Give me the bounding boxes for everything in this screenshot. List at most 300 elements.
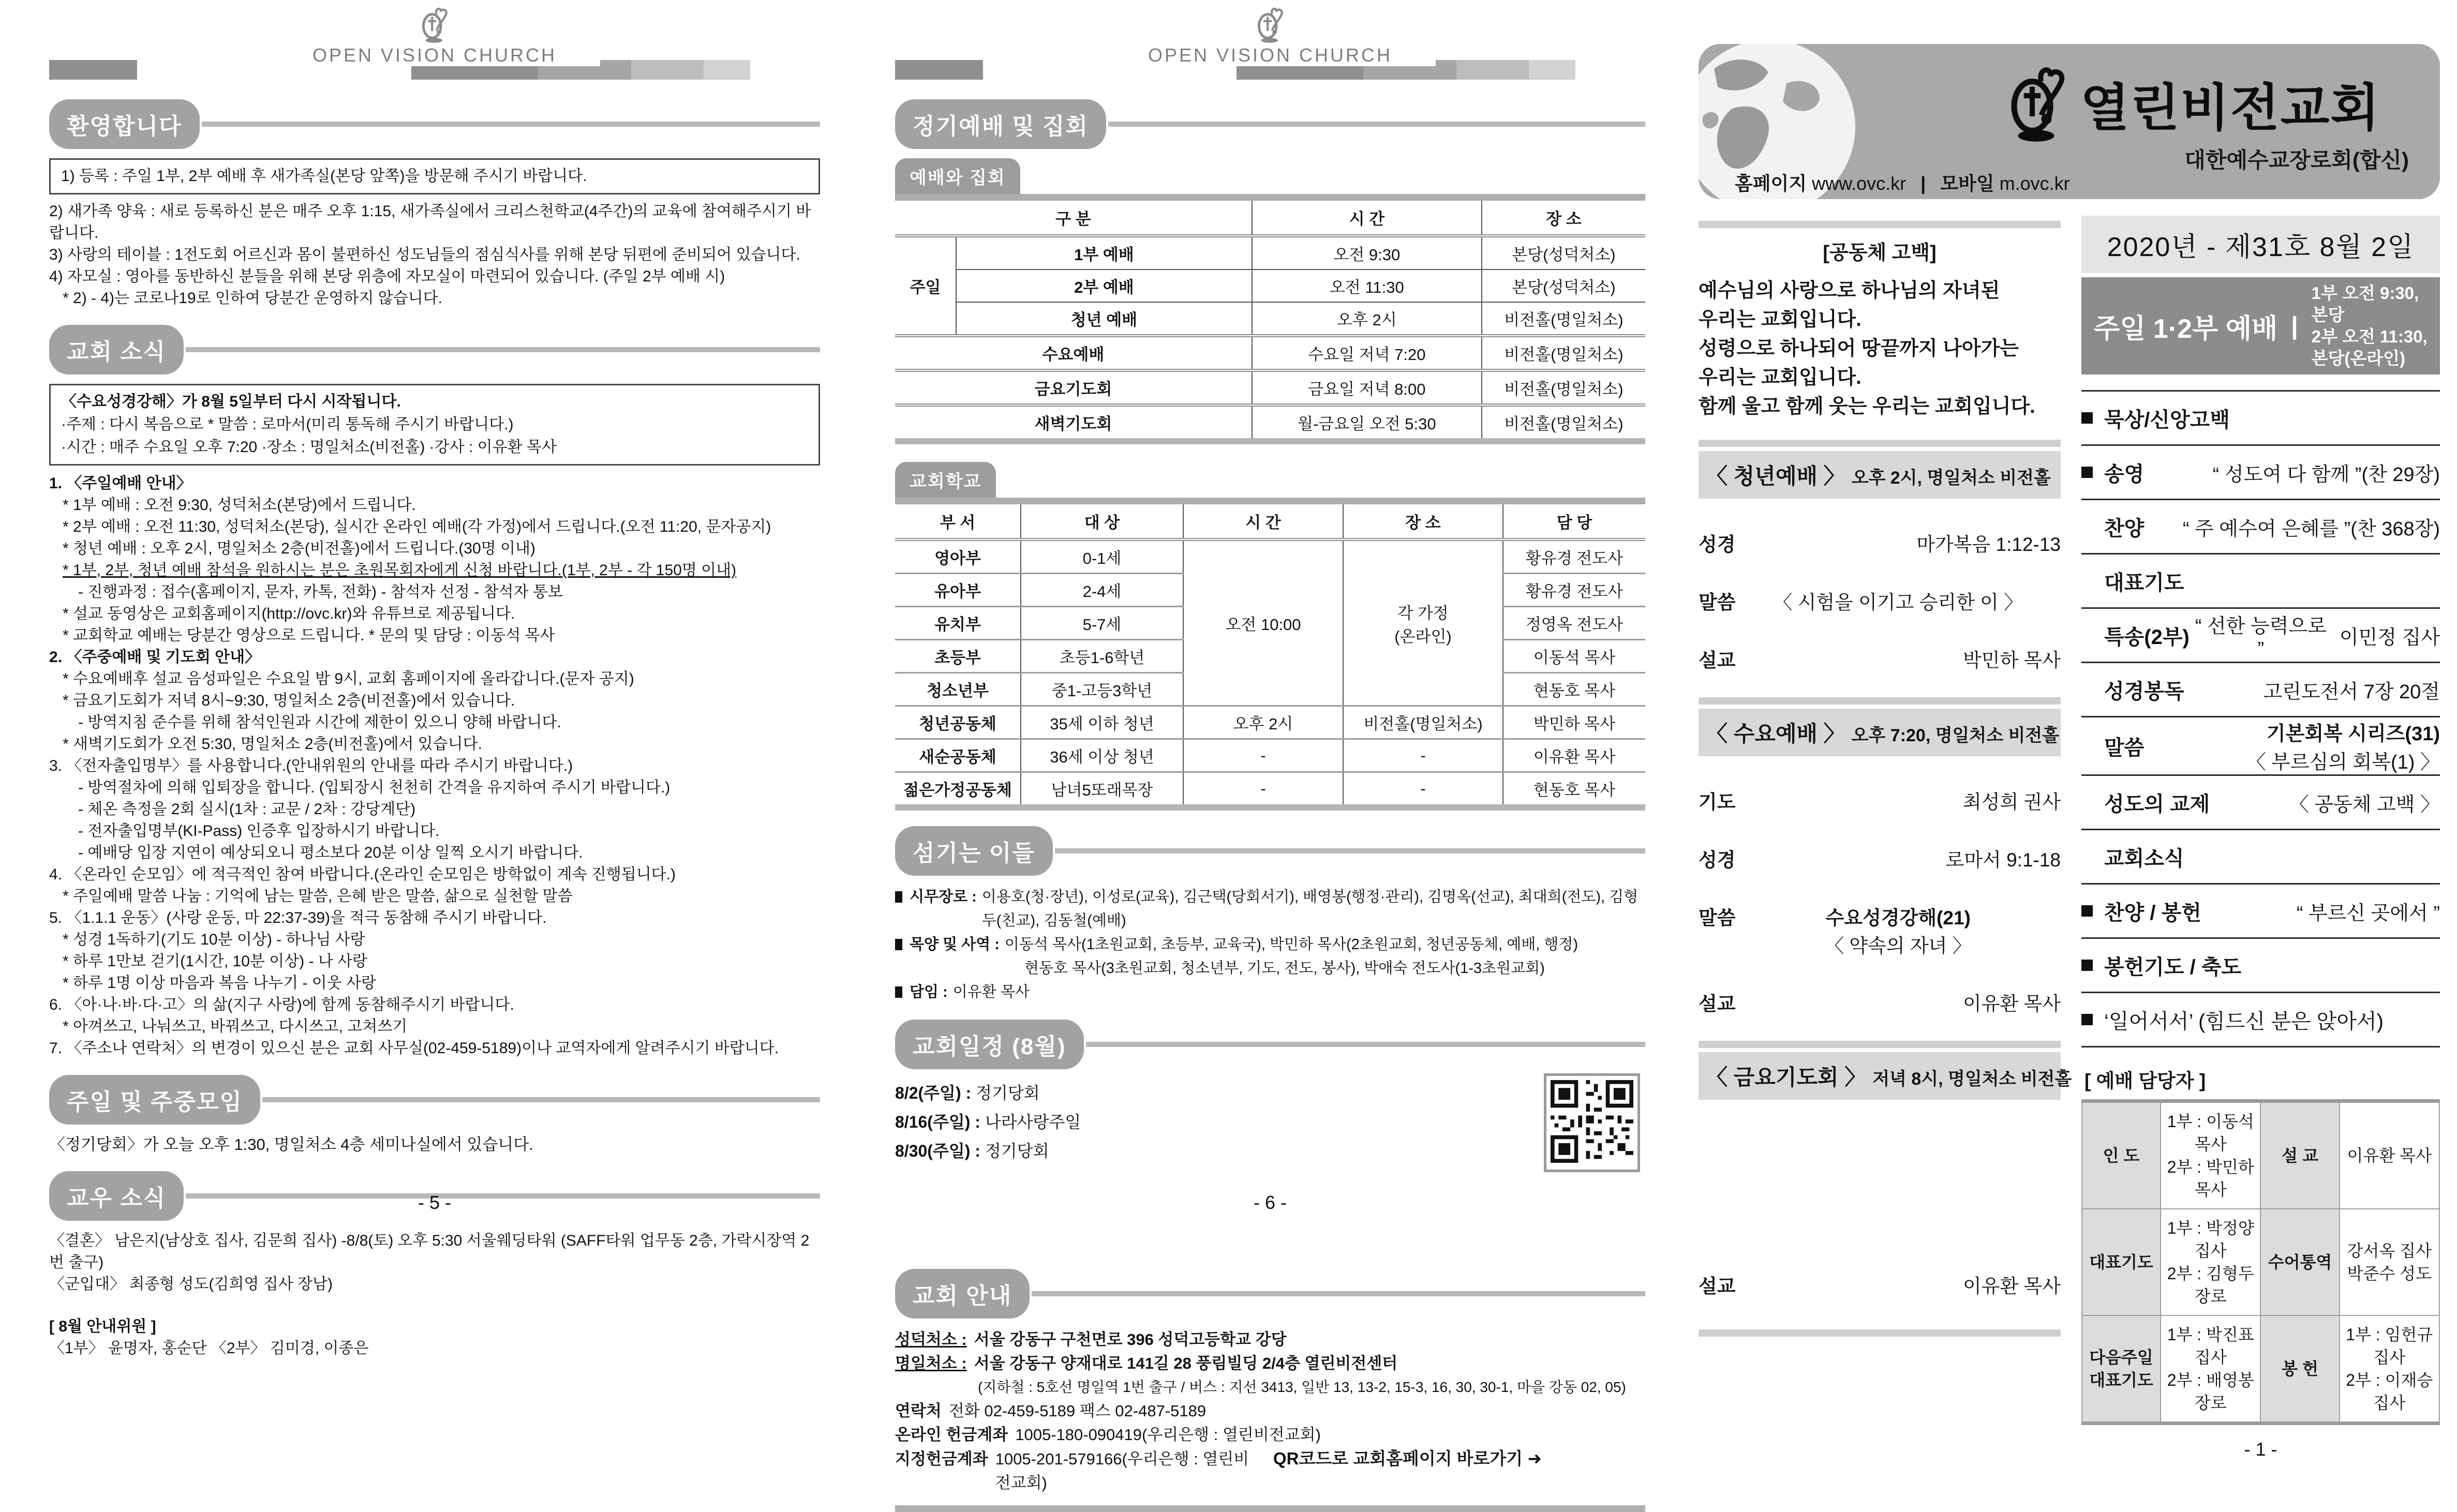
serving-row [1024, 956, 1645, 980]
church-school-table [895, 504, 1645, 804]
info-row [895, 1352, 1645, 1375]
worship-order-row [2081, 500, 2440, 555]
info-label: 지정헌금계좌 [895, 1450, 988, 1468]
service-cell: 청년 예배 [956, 302, 1252, 336]
issue-date-bar: 2020년 - 제31호 8월 2일 [2081, 216, 2440, 273]
time-cell: - [1183, 772, 1343, 805]
divider-bar [1699, 440, 2061, 447]
news-line: 4. 〈온라인 순모임〉에 적극적인 참여 바랍니다.(온라인 순모임은 방학없이 계속 진행됩니다.) [49, 866, 676, 883]
place-cell: 비전홀(명일처소) [1343, 706, 1503, 739]
staff-name-2: 2부 : 배영봉 장로 [2167, 1371, 2254, 1412]
welcome-item: 4) 자모실 : 영아를 동반하신 분들을 위해 본당 위층에 자모실이 마련되어 있습니다. (주일 2부 예배 시) [49, 268, 725, 285]
church-name-kr: 열린비전교회 [2080, 79, 2381, 136]
news-line: * 새벽기도회가 오전 5:30, 명일처소 2층(비전홀)에서 있습니다. [63, 736, 482, 753]
service-name: 〈 금요기도회 〉 [1706, 1065, 1867, 1089]
row-value: 〈 시험을 이기고 승리한 이 〉 [1773, 592, 2023, 613]
dept-cell: 유치부 [895, 607, 1021, 640]
serving-role: 시무장로 : [910, 889, 977, 905]
news-line: * 2부 예배 : 오전 11:30, 성덕처소(본당), 실시간 온라인 예배(각 가정)에서 드립니다.(오전 11:20, 문자공지) [63, 518, 771, 535]
order-label: 특송(2부) [2104, 625, 2190, 649]
section-rule [1055, 848, 1645, 854]
church-name-en: OPEN VISION CHURCH [312, 44, 557, 66]
order-label: 성경봉독 [2104, 680, 2184, 703]
bar-segment [631, 60, 704, 80]
bar-gap [1575, 60, 1645, 80]
order-label: 찬양 / 봉헌 [2104, 901, 2201, 924]
table-row [895, 739, 1645, 772]
info-transit-note: (지하철 : 5호선 명일역 1번 출구 / 버스 : 지선 3413, 일반 13, 13-2, 15-3, 16, 30, 30-1, 마을 강동 02, 05) [978, 1379, 1626, 1395]
row-label: 기도 [1699, 791, 1736, 813]
news-line: - 체온 측정을 2회 실시(1차 : 교문 / 2차 : 강당계단) [78, 801, 416, 818]
table-top-bar [895, 194, 1645, 201]
bullet-spacer [2081, 521, 2093, 532]
square-bullet-icon [895, 891, 902, 903]
news-line: * 수요예배후 설교 음성파일은 수요일 밤 9시, 교회 홈페이지에 올라갑니다.(문자 공지) [63, 670, 634, 687]
service-name: 〈 청년예배 〉 [1706, 464, 1845, 488]
time-cell: 오전 11:30 [1252, 270, 1482, 302]
worship-staff-table [2081, 1099, 2440, 1425]
schedule-date: 8/16(주일) : [895, 1113, 980, 1131]
staff-name-1: 1부 : 박진표 집사 [2167, 1325, 2254, 1367]
section-rule [186, 347, 820, 352]
row-label: 성경 [1699, 534, 1736, 555]
service-cell: 1부 예배 [956, 236, 1252, 270]
target-cell: 0-1세 [1021, 540, 1183, 574]
news-line: * 교회학교 예배는 당분간 영상으로 드립니다. * 문의 및 담당 : 이동석 목사 [63, 627, 555, 644]
news-line: 2. 〈주중예배 및 기도회 안내〉 [49, 649, 261, 666]
info-label: 온라인 헌금계좌 [895, 1426, 1008, 1444]
schedule-event: 나라사랑주일 [985, 1113, 1081, 1131]
welcome-section-title: 환영합니다 [49, 99, 200, 149]
bullet-spacer [2081, 797, 2093, 808]
worship-table-label: 예배와 집회 [895, 158, 1020, 194]
welcome-item: 2) 새가족 양육 : 새로 등록하신 분은 매주 오후 1:15, 새가족실에서 크리스천학교(4주간)의 교육에 참여해주시기 바랍니다. [49, 203, 811, 242]
sunday-service-bar [2081, 277, 2440, 375]
shared-time-cell: 오전 10:00 [1183, 540, 1343, 706]
table-row [895, 540, 1645, 574]
order-value: “ 선한 능력으로 ” [2195, 616, 2327, 660]
school-table-label: 교회학교 [895, 462, 996, 498]
info-section-title: 교회 안내 [895, 1269, 1030, 1319]
col-header: 대 상 [1021, 504, 1183, 540]
place-cell: - [1343, 772, 1503, 805]
bullet-spacer [2081, 684, 2093, 695]
link-divider: | [1920, 173, 1926, 194]
worship-schedule-table [895, 201, 1645, 438]
service-row [1699, 988, 2061, 1016]
fellowship-line: 〈결혼〉 남은지(남상호 집사, 김문희 집사) -8/8(토) 오후 5:30 서울웨딩타워 (SAFF타워 업무동 2층, 가락시장역 2번 출구) [49, 1232, 810, 1271]
serving-role: 목양 및 사역 : [910, 936, 1000, 953]
worship-order-row [2081, 776, 2440, 830]
section-rule [262, 1097, 820, 1102]
staff-names [2161, 1209, 2260, 1315]
staff-role: 수어통역 [2260, 1209, 2339, 1315]
worship-order-row [2081, 717, 2440, 776]
order-label: 묵상/신앙고백 [2104, 408, 2230, 431]
wednesday-service-band [1699, 709, 2061, 756]
serving-row [895, 885, 1645, 933]
table-top-bar [895, 498, 1645, 504]
staff-name-1: 강서옥 집사 [2347, 1241, 2432, 1260]
news-line: - 전자출입명부(KI-Pass) 인증후 입장하시기 바랍니다. [78, 822, 440, 840]
worship-order-row [2081, 390, 2440, 446]
target-cell: 중1-고등3학년 [1021, 673, 1183, 706]
row-value [1735, 902, 2061, 958]
service-detail: 저녁 8시, 명일처소 비전홀 [1872, 1069, 2072, 1089]
staff-name-2: 박준수 성도 [2347, 1264, 2432, 1283]
committee-members: 〈1부〉 윤명자, 홍순단 〈2부〉 김미경, 이종은 [49, 1340, 369, 1357]
order-person: 이민정 집사 [2339, 626, 2440, 649]
info-value: 서울 강동구 구천면로 396 성덕고등학교 강당 [974, 1330, 1287, 1349]
page-number: - 6 - [1253, 1192, 1287, 1213]
fellowship-line: 〈군입대〉 최종형 성도(김희영 집사 장남) [49, 1276, 333, 1293]
welcome-item: 3) 사랑의 테이블 : 1전도회 어르신과 몸이 불편하신 성도님들의 점심식사를 위해 본당 뒤편에 준비되어 있습니다. [49, 246, 800, 263]
mobile-url: m.ovc.kr [1999, 173, 2070, 194]
staff-names [2340, 1101, 2439, 1209]
news-highlight-box [49, 384, 820, 466]
time-cell: 오후 2시 [1183, 706, 1343, 739]
schedule-item [895, 1079, 1645, 1107]
row-value: 마가복음 1:12-13 [1916, 534, 2061, 555]
info-value: 1005-201-579166(우리은행 : 열린비전교회) [995, 1450, 1249, 1492]
staff-cell: 박민하 목사 [1503, 706, 1645, 739]
table-row [895, 302, 1645, 336]
worship-order-row [2081, 446, 2440, 500]
info-row [895, 1328, 1645, 1352]
staff-name-1: 1부 : 박정양 집사 [2167, 1219, 2254, 1260]
welcome-boxed-item: 1) 등록 : 주일 1부, 2부 예배 후 새가족실(본당 앞쪽)을 방문해 주시기 바랍니다. [49, 158, 820, 194]
church-logo [1105, 6, 1436, 66]
heart-cross-icon [1252, 6, 1289, 43]
info-value: 전화 02-459-5189 팩스 02-487-5189 [948, 1402, 1207, 1420]
order-value: 〈 공동체 고백 〉 [2289, 794, 2440, 816]
place-cell: - [1343, 739, 1503, 772]
dept-cell: 유아부 [895, 574, 1021, 607]
row-value: 이유환 목사 [1963, 993, 2061, 1014]
committee-title: [ 8월 안내위원 ] [49, 1318, 156, 1335]
news-line: 5. 〈1.1.1 운동〉(사랑 운동, 마 22:37-39)을 적극 동참해 주시기 바랍니다. [49, 909, 547, 926]
group-label-cell: 주일 [910, 278, 941, 296]
news-line: * 주일예배 말씀 나눔 : 기억에 남는 말씀, 은혜 받은 말씀, 삶으로 실천할 말씀 [63, 888, 573, 905]
news-box-line: ·주제 : 다시 복음으로 * 말씀 : 로마서(미리 통독해 주시기 바랍니다.) [61, 416, 514, 433]
confession-line: 함께 울고 함께 웃는 우리는 교회입니다. [1699, 396, 2035, 417]
qr-code [1544, 1073, 1640, 1172]
serving-row [895, 933, 1645, 956]
order-label: 말씀 [2104, 736, 2145, 759]
schedule-section-head [895, 1020, 1645, 1069]
page-number: - 5 - [418, 1192, 451, 1213]
homepage-url: www.ovc.kr [1812, 173, 1907, 194]
serving-names: 이유환 목사 [952, 984, 1030, 1000]
info-section-head [895, 1269, 1645, 1319]
section-rule [1032, 1291, 1645, 1296]
bar-segment [704, 60, 750, 80]
square-bullet-icon [2081, 905, 2093, 917]
worship-order-list [2081, 390, 2440, 1047]
news-line: 7. 〈주소나 연락처〉의 변경이 있으신 분은 교회 사무실(02-459-5189)이나 교역자에게 알려주시기 바랍니다. [49, 1040, 779, 1057]
service-detail: 오후 7:20, 명일처소 비전홀 [1851, 726, 2060, 745]
table-row [895, 336, 1645, 370]
table-row [895, 405, 1645, 438]
serving-names: 현동호 목사(3초원교회, 청소년부, 기도, 전도, 봉사), 박애숙 전도사(1-3초원교회) [1024, 960, 1545, 977]
heart-cross-icon [416, 6, 453, 43]
square-bullet-icon [2081, 960, 2093, 971]
staff-name-2: 2부 : 이재승 집사 [2346, 1371, 2433, 1412]
table-row [895, 370, 1645, 405]
denomination: 대한예수교장로회(합신) [2184, 148, 2409, 172]
order-label: 대표기도 [2104, 571, 2184, 594]
worship-order-row [2081, 939, 2440, 993]
page-number: - 1 - [2244, 1439, 2277, 1460]
news-line: - 방역절차에 의해 입퇴장을 합니다. (입퇴장시 천천히 간격을 유지하여 주시기 바랍니다.) [78, 779, 671, 796]
church-name-en: OPEN VISION CHURCH [1148, 44, 1393, 66]
service-name: 〈 수요예배 〉 [1706, 722, 1845, 746]
service-row [1699, 1270, 2061, 1298]
bar-segment [895, 60, 983, 80]
info-value: 1005-180-090419(우리은행 : 열린비전교회) [1015, 1426, 1321, 1444]
bullet-spacer [2081, 740, 2093, 752]
staff-names [2340, 1209, 2439, 1315]
order-label: 성도의 교제 [2104, 792, 2210, 816]
col-header: 장 소 [1482, 201, 1645, 236]
info-label: 성덕처소 : [895, 1330, 967, 1349]
news-line: 3. 〈전자출입명부〉를 사용합니다.(안내위원의 안내를 따라 주시기 바랍니다.) [49, 757, 573, 774]
youth-service-band [1699, 451, 2061, 499]
row-value: 박민하 목사 [1963, 650, 2061, 671]
row-label: 설교 [1699, 1276, 1736, 1297]
dept-cell: 영아부 [934, 549, 981, 567]
row-label: 말씀 [1699, 592, 1736, 613]
table-bottom-bar [895, 438, 1645, 444]
masthead-card [1699, 44, 2440, 199]
time-cell: 수요일 저녁 7:20 [1252, 336, 1482, 370]
staff-name-1: 이유환 목사 [2347, 1146, 2432, 1165]
page5-church-logo-header [49, 6, 820, 84]
schedule-date: 8/30(주일) : [895, 1142, 980, 1160]
staff-cell: 황유경 전도사 [1503, 574, 1645, 607]
row-value: 로마서 9:1-18 [1945, 849, 2061, 871]
service-row [1699, 902, 2061, 958]
schedule-section-title: 교회일정 (8월) [895, 1020, 1084, 1069]
staff-table-title: [ 예배 담당자 ] [2084, 1070, 2206, 1091]
news-line: * 설교 동영상은 교회홈페이지(http://ovc.kr)와 유튜브로 제공됩니다. [63, 605, 515, 622]
worship-order-row [2081, 885, 2440, 939]
bullet-spacer [2081, 851, 2093, 862]
confession-header: [공동체 고백] [1823, 242, 1937, 264]
service-detail: 오후 2시, 명일처소 비전홀 [1851, 468, 2051, 488]
service-row [1699, 529, 2061, 557]
place-cell: 본당(성덕처소) [1482, 236, 1645, 270]
staff-cell: 현동호 목사 [1503, 673, 1645, 706]
news-line: 1. 〈주일예배 안내〉 [49, 475, 192, 492]
time-cell: - [1183, 739, 1343, 772]
staff-name-1: 1부 : 임헌규 집사 [2346, 1325, 2433, 1367]
news-line: * 1부 예배 : 오전 9:30, 성덕처소(본당)에서 드립니다. [63, 497, 416, 514]
divider-bar [1699, 1329, 2061, 1337]
bulletin-page-5 [49, 0, 820, 1357]
schedule-date: 8/2(주일) : [895, 1084, 972, 1102]
staff-names [2340, 1315, 2439, 1424]
news-line: - 진행과정 : 접수(홈페이지, 문자, 카톡, 전화) - 참석자 선정 - 참석자 통보 [78, 583, 563, 601]
square-bullet-icon [895, 986, 902, 998]
schedule-event: 정기당회 [976, 1084, 1040, 1102]
section-rule [1086, 1042, 1645, 1047]
serving-row [895, 980, 1645, 1004]
divider-bar [1699, 697, 2061, 705]
page6-church-logo-header [895, 6, 1645, 84]
shared-place-line2: (온라인) [1394, 627, 1452, 646]
row-value: 최성희 권사 [1963, 791, 2061, 813]
target-cell: 2-4세 [1021, 574, 1183, 607]
table-header-row [895, 504, 1645, 540]
col-header: 부 서 [895, 504, 1021, 540]
target-cell: 초등1-6학년 [1021, 640, 1183, 673]
square-bullet-icon [895, 939, 902, 950]
dept-cell: 젊은가정공동체 [895, 772, 1021, 805]
target-cell: 5-7세 [1021, 607, 1183, 640]
news-line: - 예배당 입장 지연이 예상되오니 평소보다 20분 이상 일찍 오시기 바랍니다. [78, 844, 583, 861]
news-line: 6. 〈아·나·바·다·고〉의 삶(지구 사랑)에 함께 동참해주시기 바랍니다. [49, 996, 514, 1013]
dept-cell: 청소년부 [895, 673, 1021, 706]
target-cell: 36세 이상 청년 [1021, 739, 1183, 772]
order-label: ‘일어서서’ (힘드신 분은 앉아서) [2104, 1010, 2384, 1033]
table-bottom-bar [895, 804, 1645, 811]
info-row [895, 1447, 1542, 1495]
time-cell: 월-금요일 오전 5:30 [1252, 405, 1482, 438]
serving-role: 담임 : [910, 984, 948, 1000]
news-section-title: 교회 소식 [49, 325, 184, 375]
confession-line: 성령으로 하나되어 땅끝까지 나아가는 [1699, 338, 2019, 360]
staff-cell: 현동호 목사 [1503, 772, 1645, 805]
meetings-line: 〈정기당회〉가 오늘 오후 1:30, 명일처소 4층 세미나실에서 있습니다. [49, 1135, 533, 1154]
staff-row [2082, 1315, 2439, 1424]
church-logo [269, 6, 600, 66]
worship-order-row [2081, 993, 2440, 1047]
regular-worship-title: 정기예배 및 집회 [895, 99, 1106, 149]
service-cell: 새벽기도회 [895, 405, 1252, 438]
square-bullet-icon [2081, 412, 2093, 424]
news-line: - 방역지침 준수를 위해 참석인원과 시간에 제한이 있으니 양해 바랍니다. [78, 714, 561, 731]
page-bottom-bar [895, 1505, 1645, 1512]
row-label: 설교 [1699, 650, 1736, 671]
worship-order-row [2081, 555, 2440, 609]
worship-order-row [2081, 663, 2440, 717]
staff-role: 인 도 [2082, 1101, 2161, 1209]
info-value: 서울 강동구 양재대로 141길 28 풍림빌딩 2/4층 열린비전센터 [974, 1354, 1398, 1372]
service-bar-divider: | [2291, 312, 2298, 340]
place-cell: 비전홀(명일처소) [1482, 302, 1645, 336]
schedule-item [895, 1136, 1645, 1165]
row-label: 설교 [1699, 993, 1736, 1014]
regular-worship-section-head [895, 99, 1645, 149]
homepage-label: 홈페이지 [1735, 173, 1807, 194]
staff-role: 다음주일 대표기도 [2082, 1315, 2161, 1424]
sermon-title: 〈 약속의 자녀 〉 [1824, 935, 1972, 956]
bar-segment [1529, 60, 1575, 80]
meetings-section-head [49, 1075, 820, 1125]
bullet-spacer [2081, 575, 2093, 587]
divider-bar [1699, 1041, 2061, 1048]
time-cell: 금요일 저녁 8:00 [1252, 370, 1482, 405]
news-box-line: ·시간 : 매주 수요일 오후 7:20 ·장소 : 명일처소(비전홀) ·강사 : 이유환 목사 [61, 439, 557, 456]
news-line: * 하루 1만보 걷기(1시간, 10분 이상) - 나 사랑 [63, 953, 368, 970]
staff-cell: 이유환 목사 [1503, 739, 1645, 772]
place-cell: 비전홀(명일처소) [1482, 336, 1645, 370]
square-bullet-icon [2081, 1014, 2093, 1025]
service-time-2: 2부 오전 11:30, 본당(온라인) [2311, 327, 2428, 368]
staff-name-2: 2부 : 박민하 목사 [2167, 1158, 2254, 1199]
table-row [895, 236, 1645, 270]
order-label: 봉헌기도 / 축도 [2104, 955, 2242, 979]
page1-left-column [1699, 216, 2072, 1460]
place-cell: 본당(성덕처소) [1482, 270, 1645, 302]
sermon-series: 수요성경강해(21) [1825, 907, 1971, 929]
church-links [1735, 169, 2070, 196]
divider-bar [1699, 221, 2061, 228]
news-line: * 청년 예배 : 오후 2시, 명일처소 2층(비전홀)에서 드립니다.(30명 이내) [63, 540, 535, 557]
info-row [895, 1423, 1645, 1447]
section-rule [1108, 122, 1645, 127]
confession-line: 우리는 교회입니다. [1699, 367, 1862, 388]
staff-name-1: 1부 : 이동석 목사 [2167, 1112, 2254, 1154]
staff-cell: 이동석 목사 [1503, 640, 1645, 673]
dept-cell: 새순공동체 [895, 739, 1021, 772]
info-row [895, 1399, 1645, 1423]
place-cell: 비전홀(명일처소) [1482, 370, 1645, 405]
shared-place-line1: 각 가정 [1397, 604, 1449, 622]
col-header: 구 분 [895, 201, 1252, 236]
time-cell: 오후 2시 [1252, 302, 1482, 336]
table-row [895, 706, 1645, 739]
confession-line: 예수님의 사랑으로 하나님의 자녀된 [1699, 280, 2000, 302]
order-value: “ 부르신 곳에서 ” [2296, 902, 2440, 924]
serving-section-title: 섬기는 이들 [895, 826, 1053, 876]
qr-code-icon [1551, 1080, 1633, 1163]
service-cell: 2부 예배 [956, 270, 1252, 302]
staff-role: 대표기도 [2082, 1209, 2161, 1315]
staff-row [2082, 1209, 2439, 1315]
service-time-1: 1부 오전 9:30, 본당 [2311, 283, 2419, 324]
welcome-note: * 2) - 4)는 코로나19로 인하여 당분간 운영하지 않습니다. [63, 290, 443, 307]
target-cell: 남녀5또래목장 [1021, 772, 1183, 805]
info-row [895, 1375, 1645, 1399]
worship-order-row [2081, 609, 2440, 663]
service-bar-title: 주일 1·2부 예배 [2094, 313, 2278, 344]
staff-role: 설 교 [2260, 1101, 2339, 1209]
table-row [895, 772, 1645, 805]
bar-gap [750, 60, 820, 80]
col-header: 시 간 [1183, 504, 1343, 540]
staff-role: 봉 헌 [2260, 1315, 2339, 1424]
staff-cell: 황유경 전도사 [1503, 540, 1645, 574]
staff-names [2161, 1101, 2260, 1209]
service-row [1699, 587, 2061, 615]
news-box-line: 〈수요성경강해〉가 8월 5일부터 다시 시작됩니다. [61, 393, 401, 410]
col-header: 장 소 [1343, 504, 1503, 540]
row-label: 말씀 [1699, 907, 1736, 929]
service-row [1699, 645, 2061, 672]
schedule-item [895, 1107, 1645, 1136]
info-label: 명일처소 : [895, 1354, 967, 1372]
staff-names [2161, 1315, 2260, 1424]
col-header: 담 당 [1503, 504, 1645, 540]
welcome-section-head [49, 99, 820, 149]
order-label: 송영 [2104, 462, 2145, 486]
col-header: 시 간 [1252, 201, 1482, 236]
qr-caption: QR코드로 교회홈페이지 바로가기 ➜ [1273, 1449, 1542, 1468]
fellowship-section-title: 교우 소식 [49, 1171, 184, 1221]
order-value: “ 주 예수여 은혜를 ”(찬 368장) [2182, 518, 2440, 540]
